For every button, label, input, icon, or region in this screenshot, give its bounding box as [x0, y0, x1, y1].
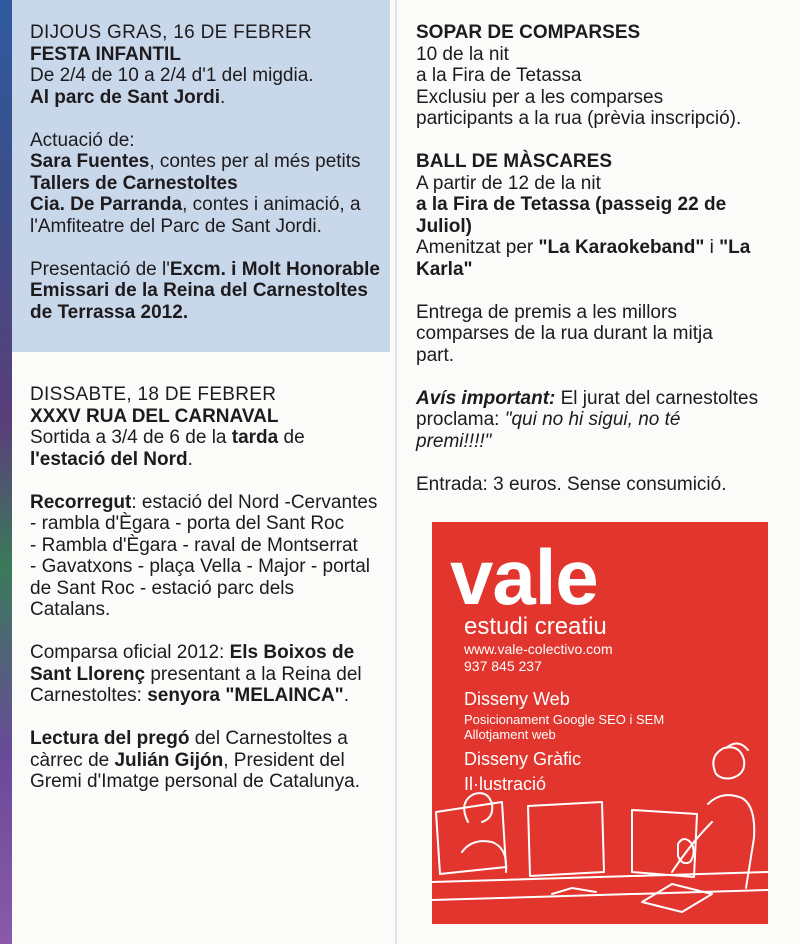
act-cia [30, 194, 390, 216]
flyer-edge [0, 0, 12, 944]
comp-bold-2: Sant Llorenç [30, 663, 146, 685]
dijous-gras-section [30, 22, 390, 323]
comparsa-line-3 [30, 685, 390, 707]
place-end: . [220, 86, 226, 108]
time-line: De 2/4 de 10 a 2/4 d'1 del migdia. [30, 65, 314, 86]
premis-line-2: comparses de la rua durant la mitja [416, 323, 713, 344]
page-fold [395, 0, 397, 944]
departure-line-2 [30, 449, 390, 471]
vale-logo: vale [450, 533, 598, 621]
route-text-1: : estació del Nord -Cervantes [131, 491, 378, 513]
route-line-4: - Gavatxons - plaça Vella - Major - portal [30, 556, 371, 577]
designers-illustration [432, 522, 768, 924]
ad-phone: 937 845 237 [464, 658, 542, 674]
avis-label: Avís important: [416, 387, 556, 409]
dep-station: l'estació del Nord [30, 448, 188, 470]
comp-text-1: Comparsa oficial 2012: [30, 642, 230, 663]
avis-line-2 [416, 409, 786, 431]
place-line [30, 87, 390, 109]
presentation-line-2: Emissari de la Reina del Carnestoltes [30, 280, 368, 301]
ball-text-3: i [704, 237, 720, 258]
premis-line-1: Entrega de premis a les millors [416, 301, 677, 323]
sopar-line-2: a la Fira de Tetassa [416, 65, 582, 86]
ad-service-hosting: Allotjament web [464, 727, 556, 742]
section-title: XXXV RUA DEL CARNAVAL [30, 405, 279, 427]
route-line-1 [30, 492, 390, 514]
pres-intro: Presentació de l' [30, 258, 170, 280]
place-text: Al parc de Sant Jordi [30, 86, 221, 108]
cia-rest: , contes i animació, a [182, 194, 361, 215]
ball-la: "La [719, 237, 751, 258]
comp-bold-1: Els Boixos de [229, 642, 355, 663]
ball-line-2: a la Fira de Tetassa (passeig 22 de [416, 194, 727, 215]
comparsa-line-2 [30, 664, 390, 686]
act-tallers: Tallers de Carnestoltes [30, 172, 238, 194]
monitor-center [528, 802, 604, 876]
ball-line-3: Juliol) [416, 215, 472, 237]
ball-karaoke: "La Karaokeband" [538, 237, 705, 258]
pregon-line-3: Gremi d'Imatge personal de Catalunya. [30, 771, 360, 792]
monitor-left [436, 802, 506, 874]
preg-text-2: càrrec de [30, 749, 115, 771]
preg-name: Julián Gijón [114, 749, 224, 771]
ad-tagline: estudi creatiu [464, 613, 607, 640]
sopar-line-3: Exclusiu per a les comparses [416, 86, 664, 108]
comp-bold-3: senyora "MELAINCA" [147, 685, 344, 706]
avis-line-1 [416, 388, 786, 410]
avis-quote-1: "qui no hi sigui, no té [504, 409, 681, 430]
avis-line-3: premi!!!!" [416, 430, 492, 452]
comp-end: . [343, 685, 349, 706]
preg-bold: Lectura del pregó [30, 728, 190, 749]
route-line-3: - Rambla d'Ègara - raval de Montserrat [30, 534, 358, 556]
sopar-title: SOPAR DE COMPARSES [416, 22, 641, 43]
ball-line-1: A partir de 12 de la nit [416, 172, 601, 194]
presentation-line-1 [30, 259, 390, 281]
ball-line-5: Karla" [416, 258, 473, 280]
preg-text-1: del Carnestoltes a [189, 728, 348, 749]
route-line-2: - rambla d'Ègara - porta del Sant Roc [30, 513, 345, 534]
cia-name: Cia. De Parranda [30, 194, 183, 215]
dep-end: . [187, 448, 193, 470]
preg-text-3: , President del [223, 749, 345, 771]
pregon-line-1 [30, 728, 390, 750]
route-line-6: Catalans. [30, 599, 111, 620]
ad-service-illustration: Il·lustració [464, 774, 547, 794]
ball-text-2: Amenitzat per [416, 237, 539, 258]
sopar-line-4: participants a la rua (prèvia inscripció). [416, 108, 742, 129]
presentation-line-3: de Terrassa 2012. [30, 301, 189, 323]
sopar-line-1: 10 de la nit [416, 43, 509, 65]
vale-advertisement [432, 522, 768, 924]
act-sara [30, 151, 390, 173]
pres-bold-1: Excm. i Molt Honorable [169, 258, 380, 280]
sara-rest: , contes per al més petits [149, 151, 361, 172]
ad-service-seo: Posicionament Google SEO i SEM [464, 712, 665, 727]
section-title: FESTA INFANTIL [30, 43, 181, 65]
ball-line-4 [416, 237, 786, 259]
departure-line-1 [30, 427, 390, 449]
right-column [416, 22, 786, 495]
route-line-5: de Sant Roc - estació parc dels [30, 577, 295, 599]
dissabte-section [30, 384, 390, 793]
dep-bold: tarda [231, 427, 279, 448]
pregon-line-2 [30, 750, 390, 772]
section-date: DISSABTE, 18 DE FEBRER [30, 384, 277, 405]
entrada-line: Entrada: 3 euros. Sense consumició. [416, 473, 727, 495]
ad-service-web: Disseny Web [464, 689, 570, 709]
act-intro: Actuació de: [30, 129, 135, 151]
dep-text-2: de [278, 427, 305, 448]
section-date: DIJOUS GRAS, 16 DE FEBRER [30, 22, 313, 43]
comparsa-line-1 [30, 642, 390, 664]
route-label: Recorregut [30, 491, 132, 513]
avis-text-1: El jurat del carnestoltes [555, 387, 759, 409]
ball-title: BALL DE MÀSCARES [416, 151, 612, 172]
sara-name: Sara Fuentes [30, 151, 150, 172]
monitor-right [632, 810, 697, 877]
avis-text-2: proclama: [416, 409, 505, 430]
comp-text-3: Carnestoltes: [30, 685, 148, 706]
ad-website: www.vale-colectivo.com [464, 641, 613, 657]
ad-service-graphic: Disseny Gràfic [464, 749, 582, 769]
act-cia-2: l'Amfiteatre del Parc de Sant Jordi. [30, 215, 322, 237]
comp-text-2: presentant a la Reina del [145, 663, 362, 685]
premis-line-3: part. [416, 344, 455, 366]
dep-text-1: Sortida a 3/4 de 6 de la [30, 427, 232, 448]
